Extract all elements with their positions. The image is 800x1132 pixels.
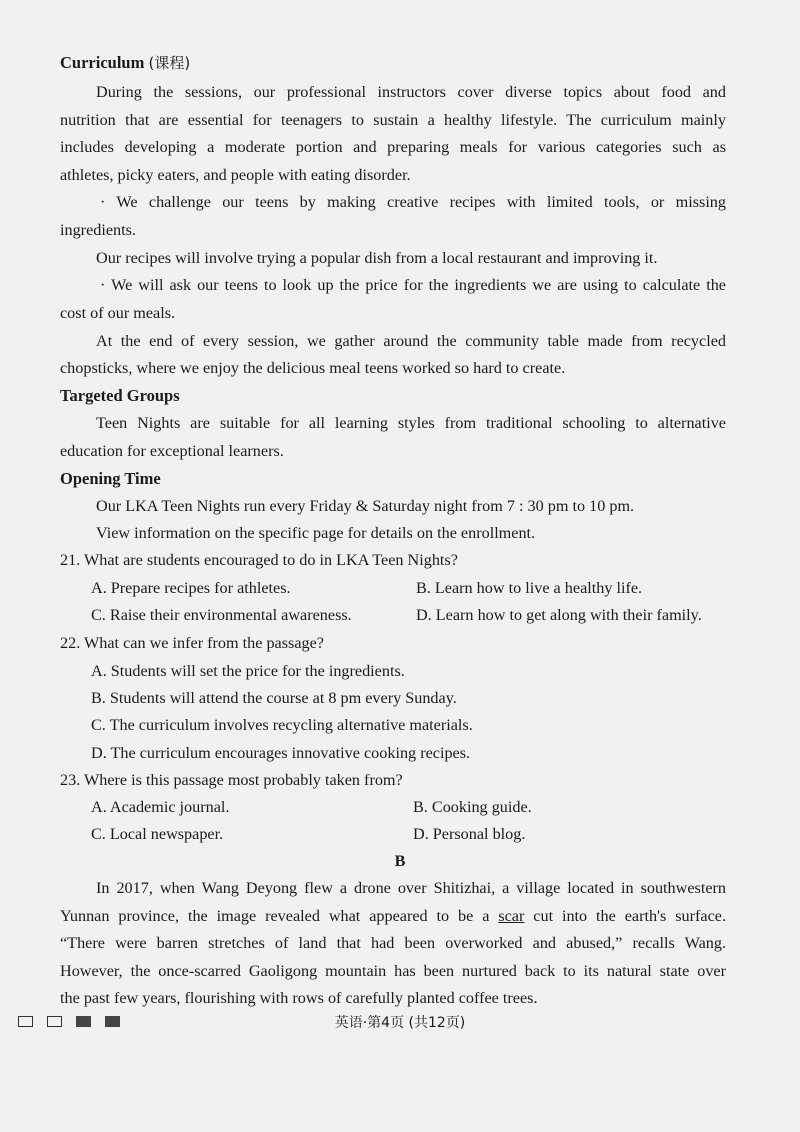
q23-option-a: A. Academic journal.: [91, 798, 230, 816]
passage-b-text: Yunnan province, the image revealed what appeared to be a: [60, 907, 499, 925]
passage-b-line: “There were barren stretches of land that had been overworked and abused,” recalls Wang.: [60, 934, 726, 952]
curriculum-p3-line: At the end of every session, we gather around the community table made from recycled: [96, 332, 726, 350]
curriculum-bullet1-line: ingredients.: [60, 221, 136, 239]
passage-b-line: [60, 905, 726, 927]
q23-option-d: D. Personal blog.: [413, 825, 526, 843]
passage-b-line: However, the once-scarred Gaoligong mountain has been nurtured back to its natural state over: [60, 962, 726, 980]
curriculum-heading-en: Curriculum: [60, 53, 145, 72]
q23-stem: 23. Where is this passage most probably taken from?: [60, 771, 403, 789]
curriculum-heading: [60, 52, 190, 74]
q21-option-d: D. Learn how to get along with their family.: [416, 606, 702, 624]
q23-option-c: C. Local newspaper.: [91, 825, 224, 843]
page-number: 英语·第4页 (共12页): [334, 1015, 466, 1031]
footer-markers: [18, 1016, 120, 1027]
footer-box-icon: [18, 1016, 33, 1027]
curriculum-p1-line: includes developing a moderate portion and preparing meals for various categories such as: [60, 138, 726, 156]
curriculum-p1-line: During the sessions, our professional instructors cover diverse topics about food and: [96, 83, 726, 101]
curriculum-bullet2-line: cost of our meals.: [60, 304, 176, 322]
targeted-p-line: Teen Nights are suitable for all learning styles from traditional schooling to alternative: [96, 414, 726, 432]
curriculum-heading-cn: (课程): [148, 54, 191, 72]
q21-option-c: C. Raise their environmental awareness.: [91, 606, 352, 624]
curriculum-p2: Our recipes will involve trying a popular dish from a local restaurant and improving it.: [96, 249, 658, 267]
curriculum-p3-line: chopsticks, where we enjoy the delicious meal teens worked so hard to create.: [60, 359, 566, 377]
curriculum-bullet1-line: · We challenge our teens by making creative recipes with limited tools, or missing: [100, 193, 726, 211]
opening-p2: View information on the specific page for details on the enrollment.: [96, 524, 536, 542]
underlined-word-scar: scar: [498, 907, 525, 925]
q21-option-a: A. Prepare recipes for athletes.: [91, 579, 291, 597]
q23-option-b: B. Cooking guide.: [413, 798, 532, 816]
passage-b-line: the past few years, flourishing with rows of carefully planted coffee trees.: [60, 989, 538, 1007]
q22-option-a: A. Students will set the price for the ingredients.: [91, 662, 405, 680]
section-b-label: B: [394, 852, 406, 870]
footer-filled-box-icon: [76, 1016, 91, 1027]
targeted-heading: Targeted Groups: [60, 386, 180, 405]
footer-box-icon: [47, 1016, 62, 1027]
q21-option-b: B. Learn how to live a healthy life.: [416, 579, 643, 597]
q22-stem: 22. What can we infer from the passage?: [60, 634, 324, 652]
footer-filled-box-icon: [105, 1016, 120, 1027]
curriculum-bullet2-line: · We will ask our teens to look up the price for the ingredients we are using to calculate the: [100, 276, 726, 294]
curriculum-p1-line: nutrition that are essential for teenagers to sustain a healthy lifestyle. The curriculum mainly: [60, 111, 726, 129]
curriculum-p1-line: athletes, picky eaters, and people with eating disorder.: [60, 166, 411, 184]
q22-option-b: B. Students will attend the course at 8 pm every Sunday.: [91, 689, 457, 707]
opening-p1: Our LKA Teen Nights run every Friday & Saturday night from 7 : 30 pm to 10 pm.: [96, 497, 635, 515]
q22-option-d: D. The curriculum encourages innovative cooking recipes.: [91, 744, 471, 762]
passage-b-line: In 2017, when Wang Deyong flew a drone over Shitizhai, a village located in southwestern: [96, 879, 726, 897]
q21-stem: 21. What are students encouraged to do in LKA Teen Nights?: [60, 551, 458, 569]
passage-b-text: cut into the earth's surface.: [524, 907, 726, 925]
opening-heading: Opening Time: [60, 469, 161, 488]
q22-option-c: C. The curriculum involves recycling alternative materials.: [91, 716, 473, 734]
targeted-p-line: education for exceptional learners.: [60, 442, 284, 460]
